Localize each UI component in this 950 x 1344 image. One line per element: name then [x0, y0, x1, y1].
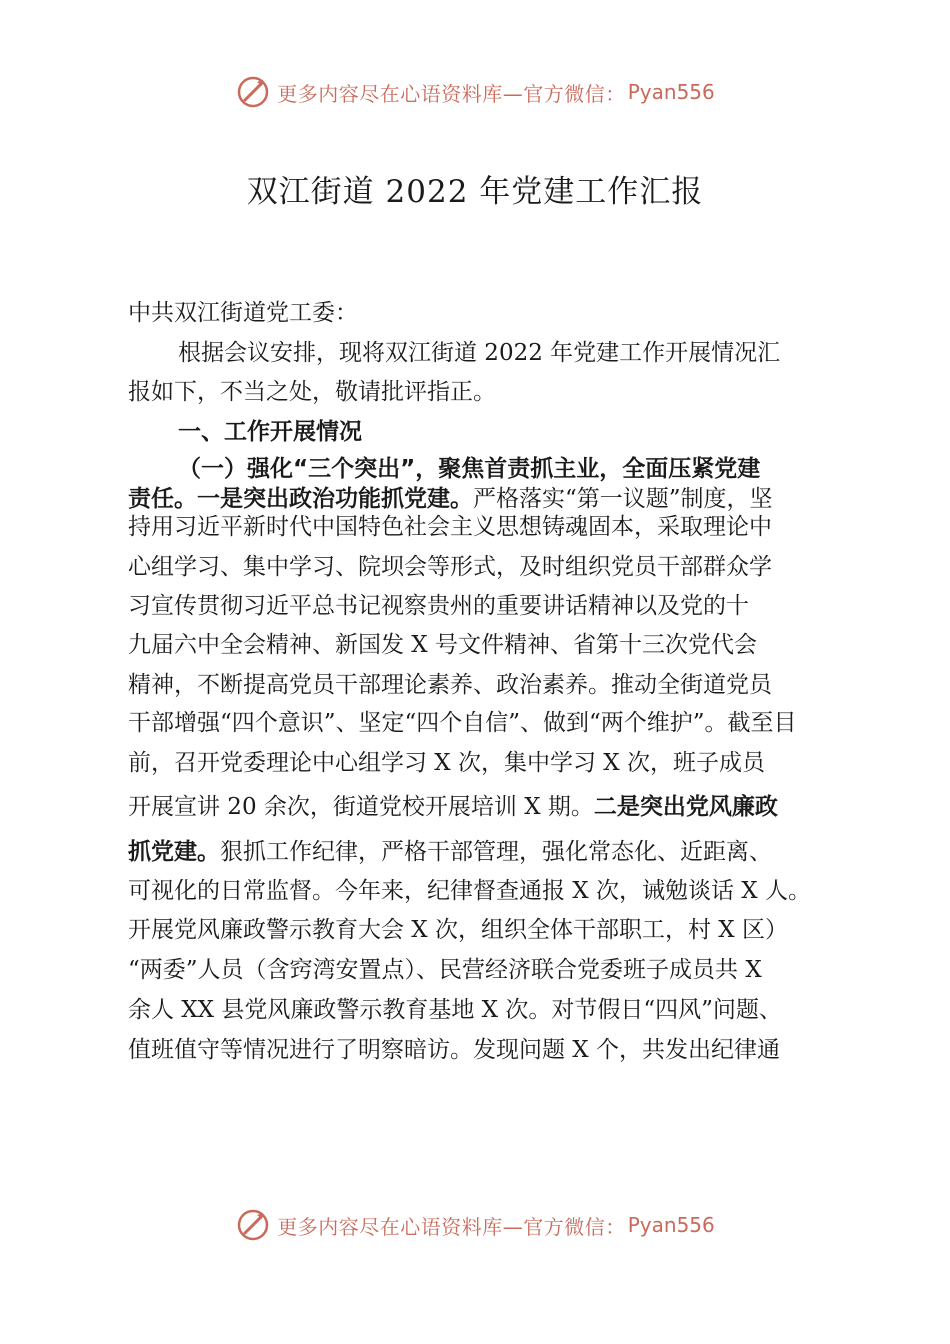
intro-line-2: 报如下，不当之处，敬请批评指正。 [128, 379, 496, 405]
subsection-line-3: 持用习近平新时代中国特色社会主义思想铸魂固本，采取理论中 [128, 514, 772, 540]
intro-line-1: 根据会议安排，现将双江街道 2022 年党建工作开展情况汇 [178, 340, 781, 366]
body-line: 值班值守等情况进行了明察暗访。发现问题 X 个，共发出纪律通 [128, 1037, 780, 1063]
brush-logo-icon [235, 74, 271, 110]
party-text: 狠抓工作纪律，严格干部管理，强化常态化、近距离、 [220, 839, 772, 865]
training-line [128, 792, 888, 822]
body-line: 可视化的日常监督。今年来，纪律督查通报 X 次，诫勉谈话 X 人。 [128, 878, 811, 904]
party-line [128, 837, 888, 867]
watermark-handle: Pyan556 [627, 1213, 715, 1237]
body-line: “两委”人员（含窍湾安置点）、民营经济联合党委班子成员共 X [128, 957, 762, 983]
point-one-heading: 一是突出政治功能抓党建。 [197, 486, 473, 512]
subsection-responsibility: 责任。 [128, 486, 197, 512]
body-line: 习宣传贯彻习近平总书记视察贵州的重要讲话精神以及党的十 [128, 593, 749, 619]
document-title: 双江街道 2022 年党建工作汇报 [246, 174, 704, 210]
brush-logo-icon [235, 1207, 271, 1243]
body-line: 九届六中全会精神、新国发 X 号文件精神、省第十三次党代会 [128, 632, 757, 658]
point-two-heading: 二是突出党风廉政 [593, 794, 778, 820]
subsection-heading: （一）强化“三个突出”，聚焦首责抓主业，全面压紧党建 [178, 456, 761, 482]
point-one-text: 严格落实“第一议题”制度，坚 [473, 486, 773, 512]
section-heading: 一、工作开展情况 [178, 419, 362, 445]
watermark-text: 更多内容尽在心语资料库—官方微信： [277, 81, 626, 106]
watermark-bottom [0, 1205, 950, 1245]
point-two-heading-end: 抓党建。 [128, 839, 220, 865]
body-line: 心组学习、集中学习、院坝会等形式，及时组织党员干部群众学 [128, 554, 772, 580]
subsection-line-2 [128, 484, 888, 514]
salutation: 中共双江街道党工委： [128, 300, 358, 326]
body-line: 开展党风廉政警示教育大会 X 次，组织全体干部职工，村 X 区） [128, 917, 788, 943]
watermark-text: 更多内容尽在心语资料库—官方微信： [277, 1214, 626, 1239]
watermark-top [0, 72, 950, 112]
watermark-handle: Pyan556 [627, 80, 715, 104]
body-line: 干部增强“四个意识”、坚定“四个自信”、做到“两个维护”。截至目 [128, 710, 797, 736]
body-line: 余人 XX 县党风廉政警示教育基地 X 次。对节假日“四风”问题、 [128, 997, 782, 1023]
training-text: 开展宣讲 20 余次，街道党校开展培训 X 期。 [128, 794, 594, 820]
body-line: 前，召开党委理论中心组学习 X 次，集中学习 X 次，班子成员 [128, 750, 765, 776]
body-line: 精神，不断提高党员干部理论素养、政治素养。推动全街道党员 [128, 672, 772, 698]
